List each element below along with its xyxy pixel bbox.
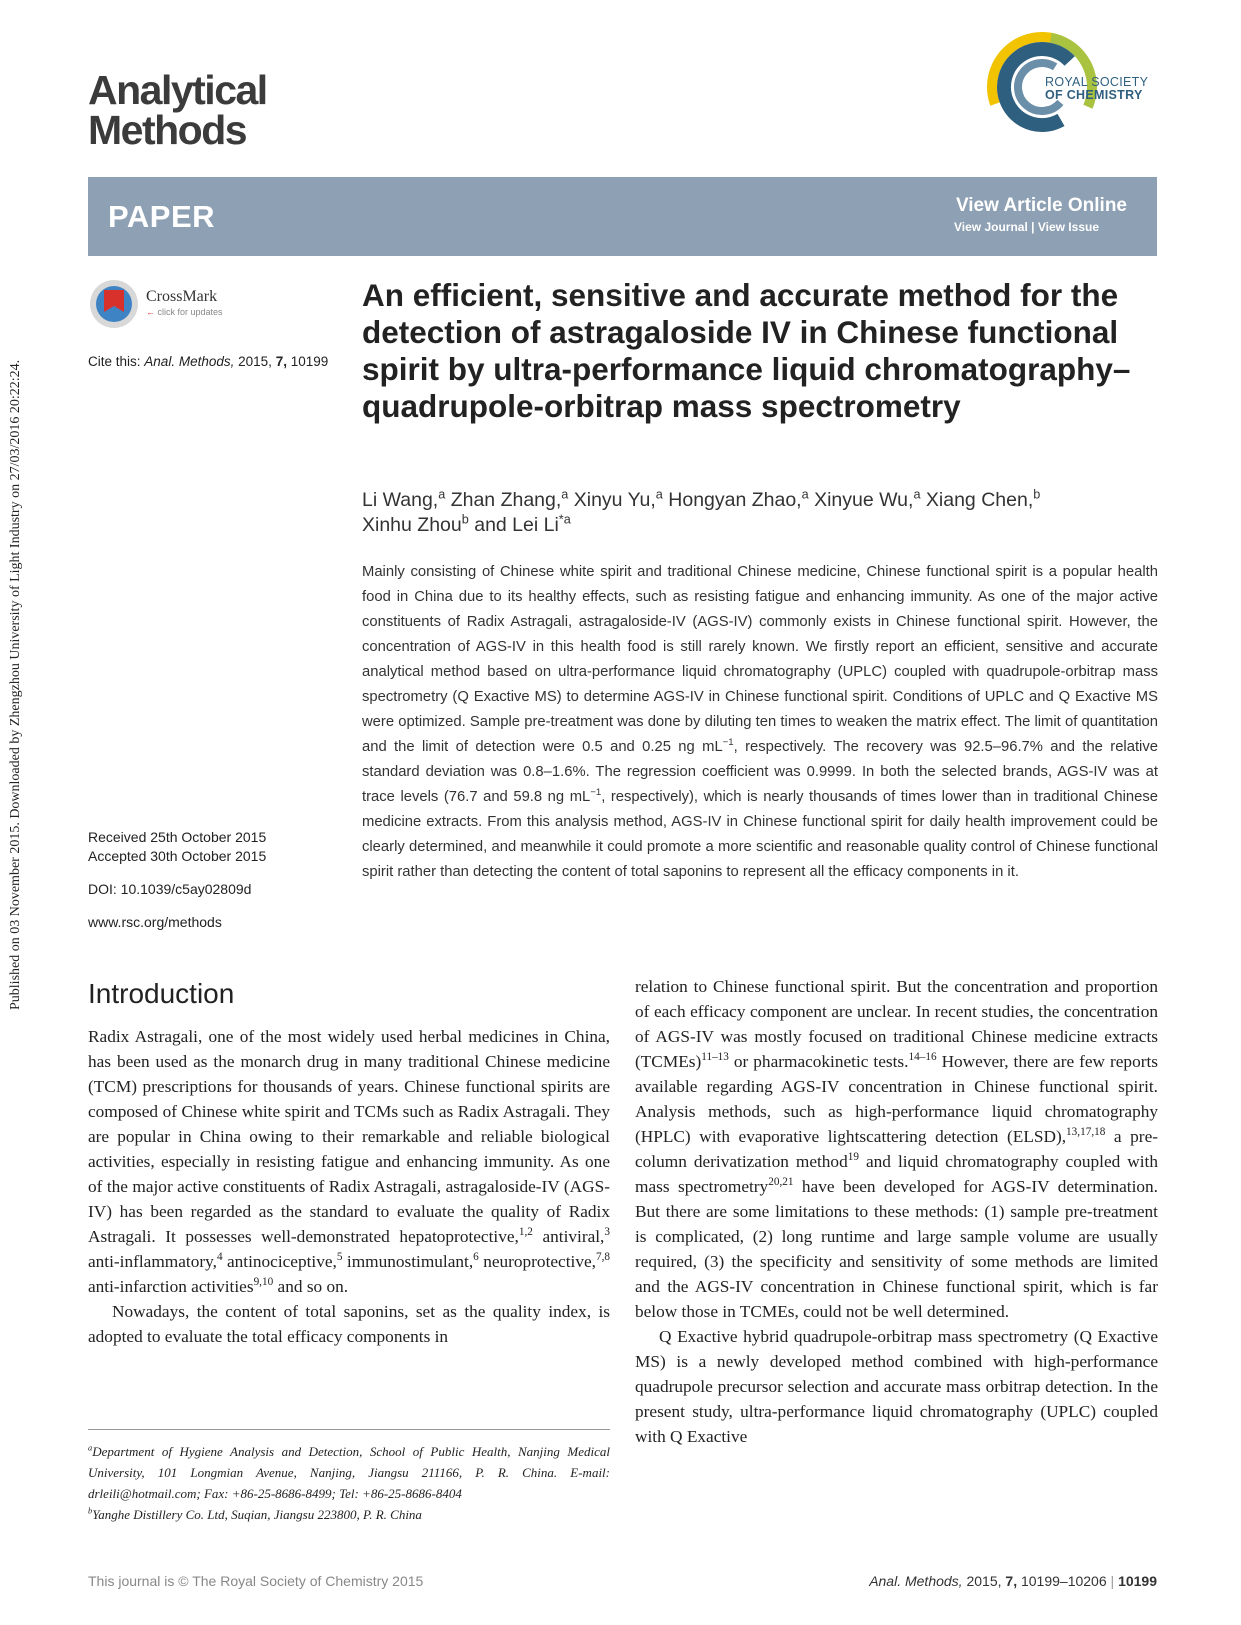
crossmark-arrow-icon: ←	[146, 307, 155, 317]
crossmark-tagline-text: click for updates	[157, 307, 223, 317]
cite-volume: 7,	[275, 354, 287, 369]
author[interactable]: and Lei Li$^{*a}$	[474, 512, 571, 536]
publisher-line2: OF CHEMISTRY	[1045, 88, 1143, 102]
footer-copyright: This journal is © The Royal Society of Chemistry 2015	[88, 1573, 424, 1589]
publisher-line1: ROYAL SOCIETY	[1045, 75, 1149, 89]
author[interactable]: Zhan Zhang,$^a$	[450, 487, 569, 511]
footer-separator: |	[1110, 1573, 1115, 1589]
footnote-divider	[88, 1429, 610, 1430]
affiliation-footnotes	[88, 1441, 610, 1525]
rsc-logo[interactable]	[985, 30, 1160, 145]
journal-logo[interactable]	[88, 67, 267, 153]
article-type-banner	[88, 177, 1157, 256]
footer-year: 2015,	[966, 1573, 1002, 1589]
crossmark-tagline	[146, 307, 223, 317]
page-number: 10199	[1118, 1573, 1157, 1589]
article-title: An efficient, sensitive and accurate method for the detection of astragaloside IV in Chinese functional spirit by ultra-performance liquid chromatography–quadrupole-orbitrap mass spectrometry	[362, 277, 1131, 424]
banner-links	[954, 220, 1099, 234]
intro-column-left	[88, 1024, 610, 1349]
author[interactable]: Xinyue Wu,$^a$	[814, 487, 921, 511]
abstract: Mainly consisting of Chinese white spirit and traditional Chinese medicine, Chinese functional spirit is a popular health food in China due to its healthy effects, such as resisting fatigue and enhancing immunity. As one of the major active constituents of Radix Astragali, astragaloside-IV (AGS-IV) commonly exists in Chinese functional spirit. However, the concentration of AGS-IV in this health food is still rarely known. We firstly report an efficient, sensitive and accurate analytical method based on ultra-performance liquid chromatography (UPLC) coupled with quadrupole-orbitrap mass spectrometry (Q Exactive MS) to determine AGS-IV in Chinese functional spirit. Conditions of UPLC and Q Exactive MS were optimized. Sample pre-treatment was done by diluting ten times to weaken the matrix effect. The limit of quantitation and the limit of detection were 0.5 and 0.25 ng $mL^{-1}$, respectively. The recovery was 92.5–96.7% and the relative standard deviation was 0.8–1.6%. The regression coefficient was 0.9999. In both the selected brands, AGS-IV was at trace levels (76.7 and 59.8 ng $mL^{-1}$, respectively), which is nearly thousands of times lower than in traditional Chinese medicine extracts. From this analysis method, AGS-IV in Chinese functional spirit for daily health improvement could be clearly determined, and meanwhile it could promote a more scientific and reasonable quality control of Chinese functional spirit rather than detecting the content of total saponins to represent all the efficacy components in it.	[362, 564, 1158, 880]
journal-name-line2: Methods	[88, 107, 247, 153]
footer-journal: Anal. Methods,	[869, 1573, 963, 1589]
cite-year: 2015,	[238, 354, 272, 369]
crossmark-name: CrossMark	[146, 288, 218, 305]
view-journal-link[interactable]: View Journal	[953, 220, 1028, 234]
cite-page: 10199	[290, 354, 329, 369]
section-heading-introduction: Introduction	[88, 978, 235, 1009]
footnote-a: $^a$Department of Hygiene Analysis and Detection, School of Public Health, Nanjing Medical University, 101 Longmian Avenue, Nanjing, Jiangsu 211166, P. R. China. E-mail: drleili@hotmail.com; Fax: +86-25-8686-8499; Tel: +86-25-8686-8404	[88, 1442, 610, 1501]
author[interactable]: Hongyan Zhao,$^a$	[668, 487, 809, 511]
footer-pages: 10199–10206	[1020, 1573, 1107, 1589]
footer-citation	[869, 1573, 1157, 1589]
author[interactable]: Xiang Chen,$^b$	[925, 487, 1041, 511]
author-list	[362, 488, 1162, 538]
intro-column-right	[635, 974, 1158, 1449]
intro-paragraph: Nowadays, the content of total saponins, set as the quality index, is adopted to evaluate the total efficacy components in	[88, 1302, 610, 1346]
intro-paragraph: Radix Astragali, one of the most widely used herbal medicines in China, has been used as the monarch drug in many traditional Chinese medicine (TCM) prescriptions for thousands of years. Chinese functional spirits are composed of Chinese white spirit and TCMs such as Radix Astragali. They are popular in China owing to their remarkable and reliable biological activities, especially in resisting fatigue and enhancing immunity. As one of the major active constituents of Radix Astragali, astragaloside-IV (AGS-IV) has been regarded as the standard to evaluate the quality of Radix Astragali. It possesses well-demonstrated hepatoprotective,$^{1,2}$ antiviral,$^3$ anti-inflammatory,$^4$ antinociceptive,$^5$ immunostimulant,$^6$ neuroprotective,$^{7,8}$ anti-infarction activities$^{9,10}$ and so on.	[88, 1027, 610, 1296]
cite-journal: Anal. Methods,	[144, 354, 235, 369]
author[interactable]: Xinyu Yu,$^a$	[573, 487, 663, 511]
crossmark-icon	[88, 278, 140, 330]
accepted-date: Accepted 30th October 2015	[88, 848, 267, 864]
cite-label: Cite this:	[88, 354, 141, 369]
footer-volume: 7,	[1005, 1573, 1018, 1589]
received-date: Received 25th October 2015	[88, 829, 267, 845]
doi[interactable]: DOI: 10.1039/c5ay02809d	[88, 881, 252, 897]
publisher-name	[1045, 76, 1148, 102]
publication-side-note: Published on 03 November 2015. Downloaded by Zhengzhou University of Light Industry on 27/03/2016 20:22:24.	[8, 359, 23, 1010]
author[interactable]: Li Wang,$^a$	[362, 487, 446, 511]
author[interactable]: Xinhu Zhou$^b$	[362, 512, 469, 536]
citation-line	[88, 354, 328, 369]
link-separator: |	[1031, 220, 1035, 234]
view-article-online-link[interactable]: View Article Online	[955, 195, 1127, 216]
view-issue-link[interactable]: View Issue	[1037, 220, 1099, 234]
intro-paragraph: relation to Chinese functional spirit. But the concentration and proportion of each efficacy component are unclear. In recent studies, the concentration of AGS-IV was mostly focused on traditional Chinese medicine extracts (TCMEs)$^{11-13}$ or pharmacokinetic tests.$^{14-16}$ However, there are few reports available regarding AGS-IV concentration in Chinese functional spirit. Analysis methods, such as high-performance liquid chromatography (HPLC) with evaporative lightscattering detection (ELSD),$^{13,17,18}$ a pre-column derivatization method$^{19}$ and liquid chromatography coupled with mass spectrometry$^{20,21}$ have been developed for AGS-IV determination. But there are some limitations to these methods: (1) sample pre-treatment is complicated, (2) long runtime and large sample volume are usually required, (3) the specificity and sensitivity of some methods are limited and the AGS-IV concentration in Chinese functional spirit, which is far below those in TCMEs, could not be well determined.	[635, 977, 1158, 1321]
intro-paragraph: Q Exactive hybrid quadrupole-orbitrap mass spectrometry (Q Exactive MS) is a newly developed method combined with high-performance quadrupole precursor selection and accurate mass orbitrap detection. In the present study, ultra-performance liquid chromatography (UPLC) coupled with Q Exactive	[635, 1327, 1158, 1446]
journal-url[interactable]: www.rsc.org/methods	[88, 914, 222, 930]
crossmark-badge[interactable]	[88, 278, 348, 338]
footnote-b: $^b$Yanghe Distillery Co. Ltd, Suqian, Jiangsu 223800, P. R. China	[88, 1505, 422, 1522]
journal-name-line1: Analytical	[88, 67, 267, 113]
article-type-label: PAPER	[108, 199, 216, 234]
